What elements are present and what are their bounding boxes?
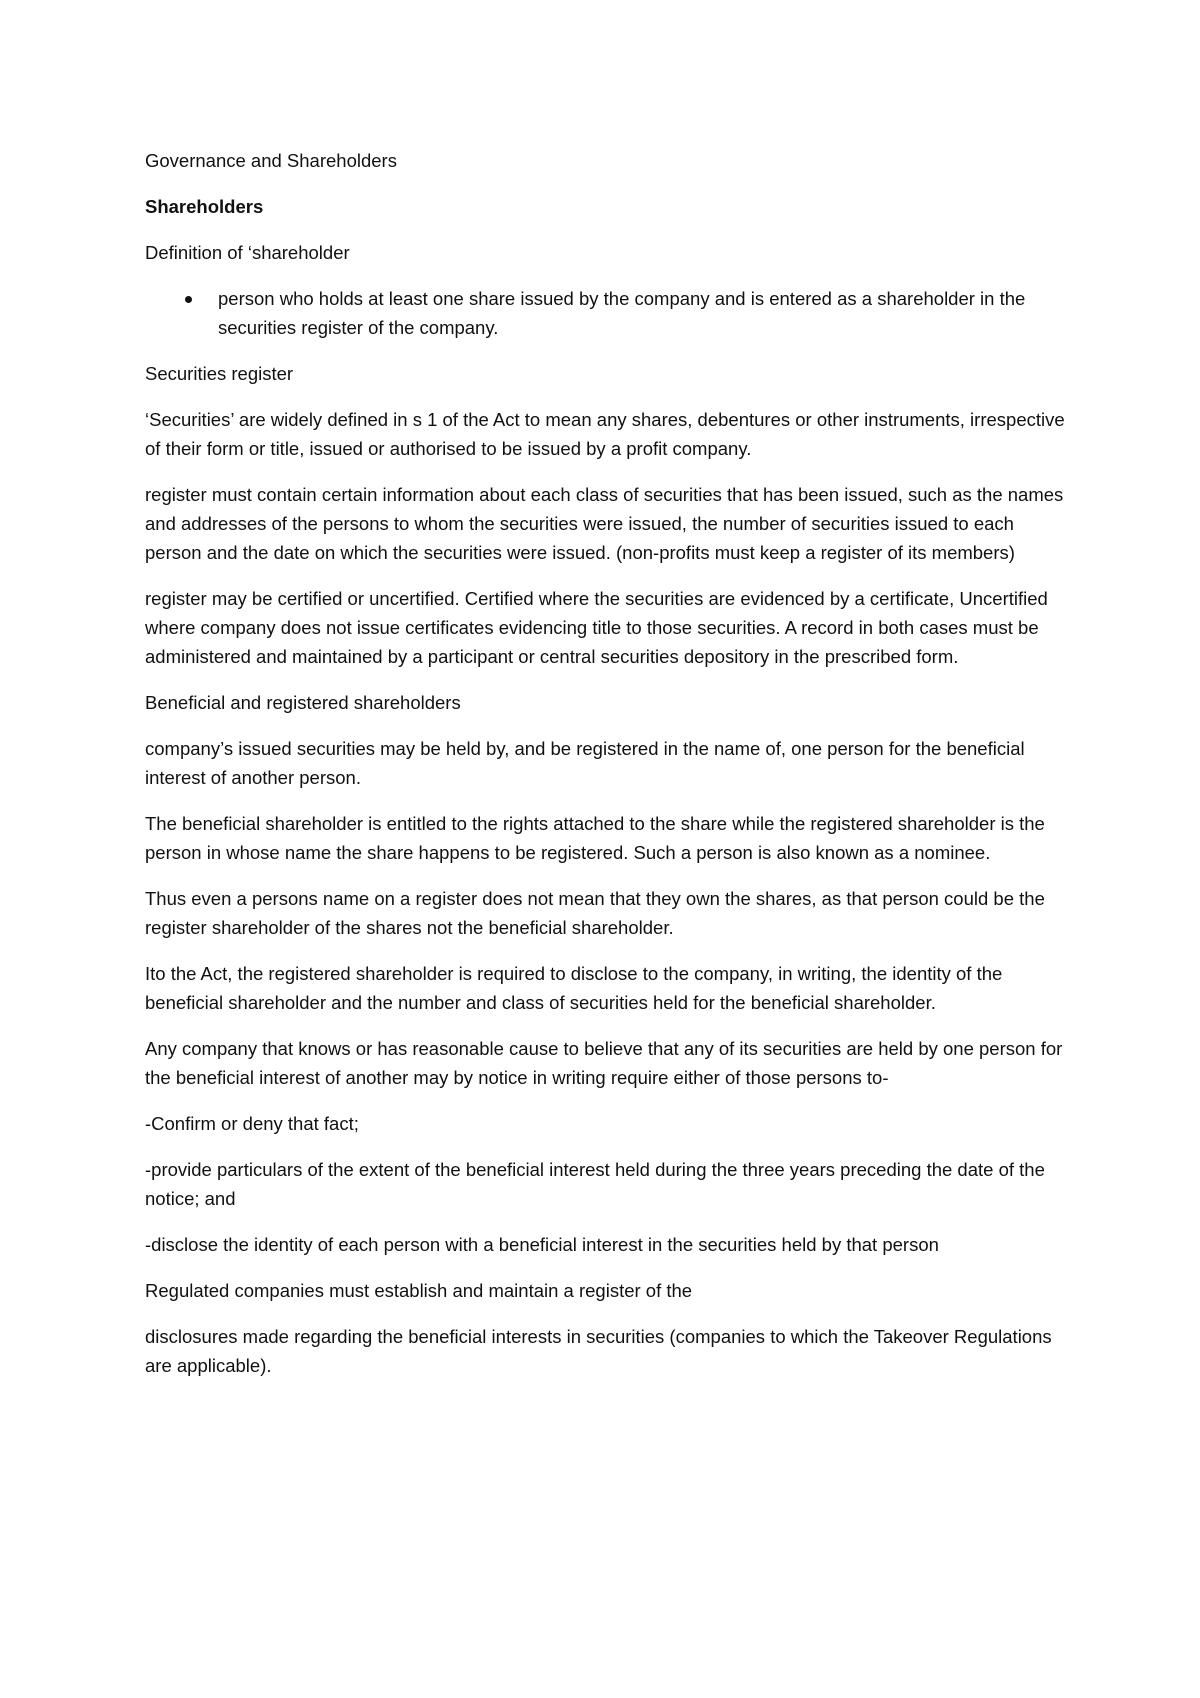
paragraph-any-company: Any company that knows or has reasonable cause to believe that any of its securities are held by one person for the beneficial interest of another may by notice in writing require either of those persons to-: [145, 1038, 1063, 1088]
paragraph-company-issued: company’s issued securities may be held by, and be registered in the name of, one person for the beneficial interest of another person.: [145, 738, 1025, 788]
paragraph-ito-act: Ito the Act, the registered shareholder is required to disclose to the company, in writing, the identity of the beneficial shareholder and the number and class of securities held for the beneficial shareholder.: [145, 963, 1003, 1013]
document-body: [145, 146, 1065, 1397]
paragraph-disclosures: disclosures made regarding the beneficial interests in securities (companies to which the Takeover Regulations are applicable).: [145, 1326, 1052, 1376]
paragraph-register-contents: register must contain certain information about each class of securities that has been issued, such as the names and addresses of the persons to whom the securities were issued, the number of securities issued to each person and the date on which the securities were issued. (non-profits must keep a register of its members): [145, 484, 1064, 563]
document-title: Governance and Shareholders: [145, 150, 397, 171]
definition-bullet-text: person who holds at least one share issued by the company and is entered as a shareholder in the securities register of the company.: [218, 288, 1026, 338]
list-item: [145, 284, 1065, 342]
paragraph-confirm: -Confirm or deny that fact;: [145, 1113, 359, 1134]
definition-label: Definition of ‘shareholder: [145, 242, 350, 263]
section-heading-shareholders: Shareholders: [145, 196, 264, 217]
beneficial-heading: Beneficial and registered shareholders: [145, 692, 461, 713]
paragraph-certified: register may be certified or uncertified. Certified where the securities are evidenced by a certificate, Uncertified where company does not issue certificates evidencing title to those securities. A record in both cases must be administered and maintained by a participant or central securities depository in the prescribed form.: [145, 588, 1048, 667]
paragraph-beneficial-entitled: The beneficial shareholder is entitled to the rights attached to the share while the registered shareholder is the person in whose name the share happens to be registered. Such a person is also known as a nominee.: [145, 813, 1045, 863]
paragraph-provide: -provide particulars of the extent of the beneficial interest held during the three years preceding the date of the notice; and: [145, 1159, 1045, 1209]
definition-list: [145, 284, 1065, 342]
paragraph-securities-definition: ‘Securities’ are widely defined in s 1 of the Act to mean any shares, debentures or other instruments, irrespective of their form or title, issued or authorised to be issued by a profit company.: [145, 409, 1065, 459]
paragraph-thus: Thus even a persons name on a register does not mean that they own the shares, as that person could be the register shareholder of the shares not the beneficial shareholder.: [145, 888, 1045, 938]
securities-register-heading: Securities register: [145, 363, 294, 384]
paragraph-regulated: Regulated companies must establish and maintain a register of the: [145, 1280, 693, 1301]
bullet-icon: [185, 296, 192, 303]
paragraph-disclose: -disclose the identity of each person with a beneficial interest in the securities held by that person: [145, 1234, 939, 1255]
